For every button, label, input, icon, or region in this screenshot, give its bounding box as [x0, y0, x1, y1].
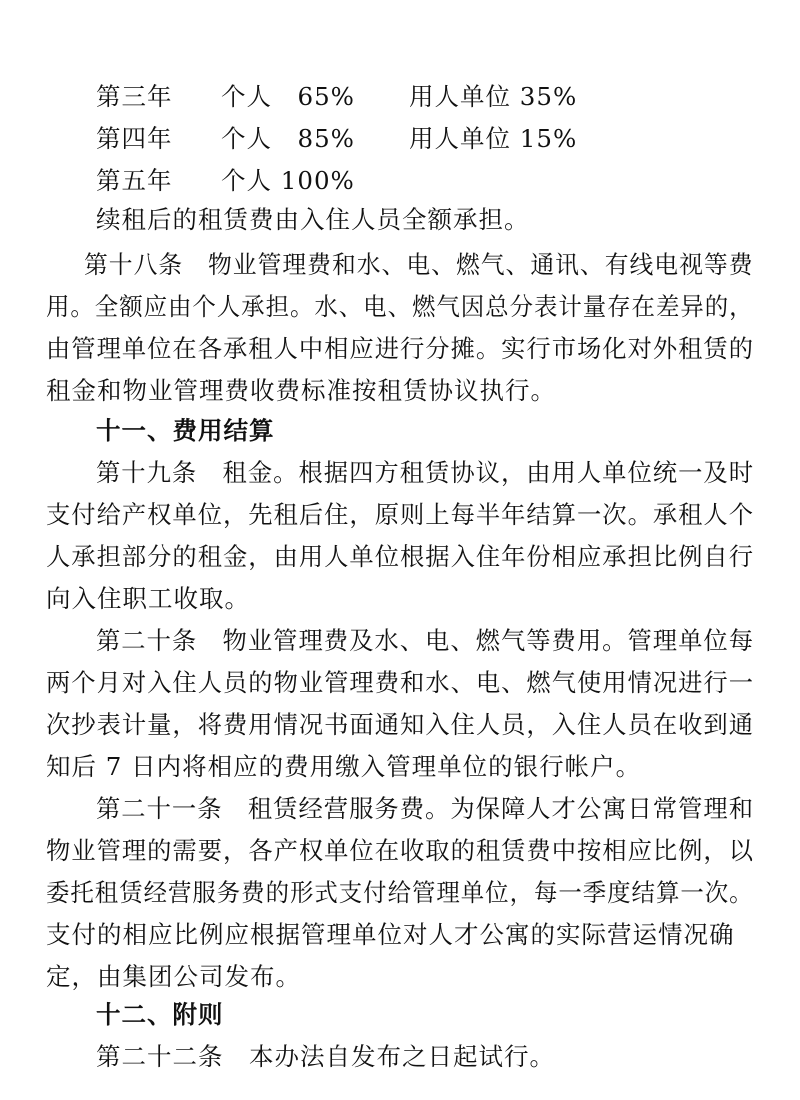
share-year: 第五年 — [96, 166, 173, 195]
article-19-line: 支付给产权单位，先租后住，原则上每半年结算一次。承租人个 — [46, 500, 755, 529]
article-20-line: 两个月对入住人员的物业管理费和水、电、燃气使用情况进行一 — [46, 668, 755, 697]
share-year: 第三年 — [96, 82, 173, 111]
share-personal: 个人 65% — [221, 82, 355, 111]
share-employer: 用人单位 35% — [409, 82, 578, 111]
article-19-line: 第十九条 租金。根据四方租赁协议，由用人单位统一及时 — [96, 458, 755, 487]
share-personal: 个人 85% — [221, 124, 355, 153]
article-20-line: 知后 7 日内将相应的费用缴入管理单位的银行帐户。 — [46, 752, 642, 781]
article-20-line: 次抄表计量，将费用情况书面通知入住人员，入住人员在收到通 — [46, 710, 755, 739]
section-heading-12: 十二、附则 — [96, 1000, 224, 1029]
article-18-line: 租金和物业管理费收费标准按租赁协议执行。 — [46, 376, 556, 405]
article-21-line: 支付的相应比例应根据管理单位对人才公寓的实际营运情况确 — [46, 920, 735, 949]
article-22-line: 第二十二条 本办法自发布之日起试行。 — [96, 1042, 555, 1071]
article-18-line: 第十八条 物业管理费和水、电、燃气、通讯、有线电视等费 — [84, 250, 754, 279]
article-21-line: 第二十一条 租赁经营服务费。为保障人才公寓日常管理和 — [96, 794, 755, 823]
article-21-line: 委托租赁经营服务费的形式支付给管理单位，每一季度结算一次。 — [46, 878, 754, 907]
paragraph-line: 续租后的租赁费由入住人员全额承担。 — [96, 205, 530, 234]
article-21-line: 物业管理的需要，各产权单位在收取的租赁费中按相应比例，以 — [46, 836, 755, 865]
share-personal: 个人 100% — [221, 166, 355, 195]
article-20-line: 第二十条 物业管理费及水、电、燃气等费用。管理单位每 — [96, 626, 755, 655]
article-19-line: 人承担部分的租金，由用人单位根据入住年份相应承担比例自行 — [46, 542, 755, 571]
share-employer: 用人单位 15% — [409, 124, 578, 153]
article-19-line: 向入住职工收取。 — [46, 584, 250, 613]
section-heading-11: 十一、费用结算 — [96, 416, 275, 445]
article-21-line: 定，由集团公司发布。 — [46, 962, 301, 991]
article-18-line: 由管理单位在各承租人中相应进行分摊。实行市场化对外租赁的 — [46, 334, 755, 363]
article-18-line: 用。全额应由个人承担。水、电、燃气因总分表计量存在差异的， — [46, 292, 754, 321]
share-year: 第四年 — [96, 124, 173, 153]
